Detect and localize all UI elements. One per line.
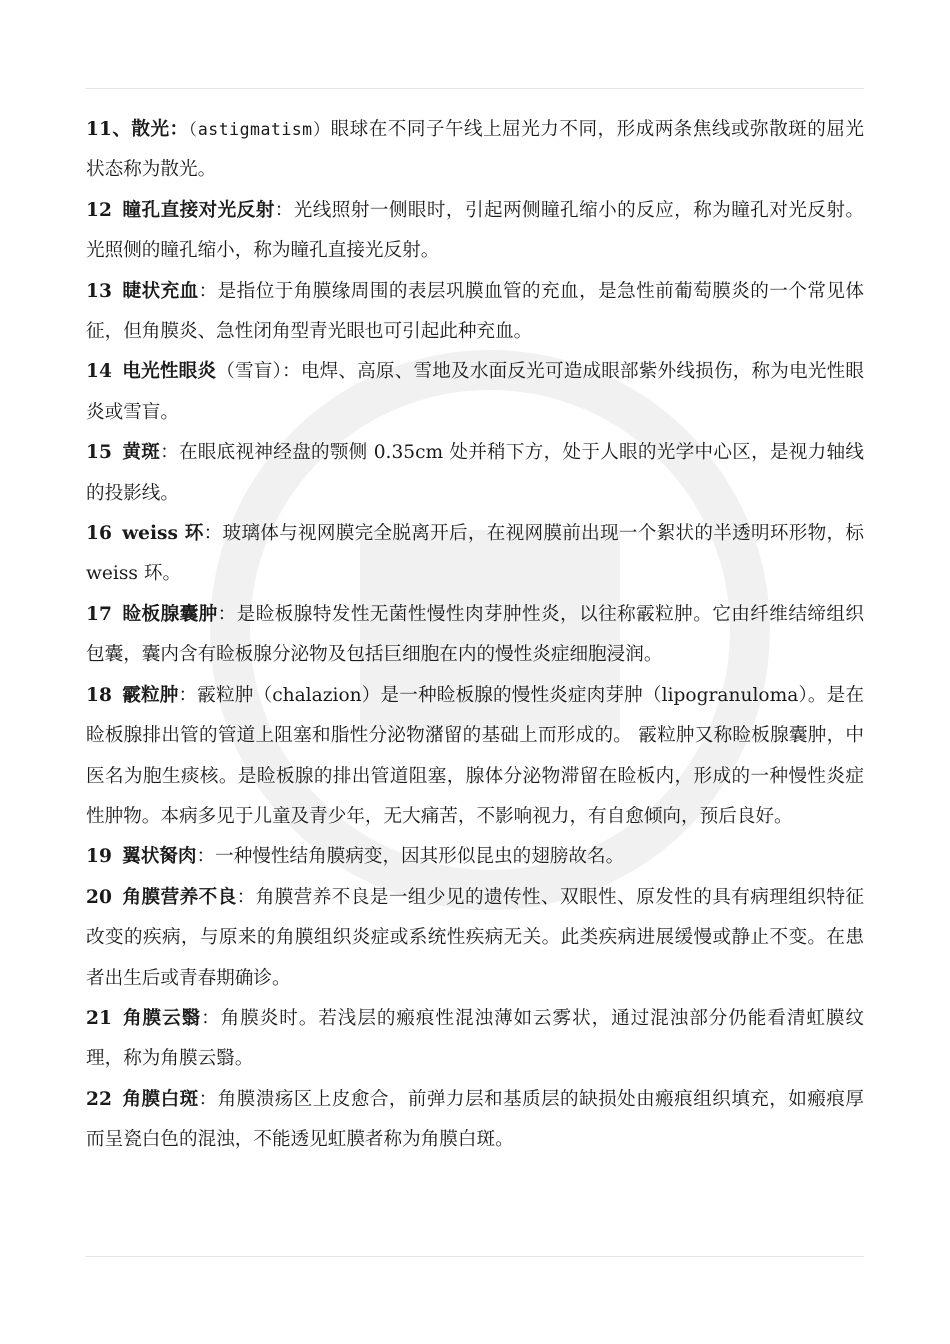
entry-22-term: 角膜白斑	[122, 1088, 199, 1110]
entry-19-sep: ：	[196, 846, 216, 868]
entry-11-term: 散光：	[131, 119, 189, 140]
entry-17-number: 17	[86, 603, 112, 625]
entry-17	[86, 595, 864, 676]
entry-12-term: 瞳孔直接对光反射	[122, 199, 275, 221]
entry-11	[86, 110, 864, 191]
entry-12-number: 12	[86, 199, 112, 221]
entry-19-term: 翼状胬肉	[122, 846, 197, 868]
entry-22-number: 22	[86, 1088, 112, 1110]
entry-19-number: 19	[86, 846, 112, 868]
entry-18-term: 霰粒肿	[122, 684, 179, 706]
entry-21-sep: ：	[201, 1007, 221, 1029]
entry-13-body: 是指位于角膜缘周围的表层巩膜血管的充血，是急性前葡萄膜炎的一个常见体征，但角膜炎、急性闭角型青光眼也可引起此种充血。	[86, 280, 864, 343]
entry-11-body: 眼球在不同子午线上屈光力不同，形成两条焦线或弥散斑的屈光状态称为散光。	[86, 119, 864, 181]
entry-20-number: 20	[86, 886, 112, 908]
entry-17-body: 是睑板腺特发性无菌性慢性肉芽肿性炎，以往称霰粒肿。它由纤维结缔组织包囊，囊内含有睑板腺分泌物及包括巨细胞在内的慢性炎症细胞浸润。	[86, 603, 864, 666]
entry-15-term: 黄斑	[122, 442, 161, 464]
entry-13-number: 13	[86, 280, 112, 302]
entry-12-body: 光线照射一侧眼时，引起两侧瞳孔缩小的反应，称为瞳孔对光反射。光照侧的瞳孔缩小，称为瞳孔直接光反射。	[86, 199, 864, 262]
entry-13	[86, 272, 864, 353]
entry-14-number: 14	[86, 361, 112, 383]
entry-14	[86, 352, 864, 433]
entry-16-body: 玻璃体与视网膜完全脱离开后，在视网膜前出现一个絮状的半透明环形物，标 weiss 环。	[86, 523, 864, 585]
footer-rule	[86, 1256, 864, 1257]
entry-21-term: 角膜云翳	[122, 1007, 202, 1029]
entry-14-body: 电焊、高原、雪地及水面反光可造成眼部紫外线损伤，称为电光性眼炎或雪盲。	[86, 361, 864, 423]
entry-19	[86, 837, 864, 877]
entry-18-body: 霰粒肿（chalazion）是一种睑板腺的慢性炎症肉芽肿（lipogranuloma）。是在睑板腺排出管的管道上阻塞和脂性分泌物潴留的基础上而形成的。 霰粒肿又称睑板腺囊肿，中医名为胞生痰核。是睑板腺的排出管道阻塞，腺体分泌物滞留在睑板内，形成的一种慢性炎症性肿物。本病多见于儿童及青少年，无大痛苦，不影响视力，有自愈倾向，预后良好。	[86, 684, 864, 827]
entry-18-sep: ：	[178, 684, 198, 706]
entry-18	[86, 676, 864, 838]
entry-15-body: 在眼底视神经盘的颚侧 0.35cm 处并稍下方，处于人眼的光学中心区，是视力轴线的投影线。	[86, 442, 864, 504]
entry-17-sep: ：	[217, 603, 237, 625]
entry-22	[86, 1080, 864, 1161]
entry-22-body: 角膜溃疡区上皮愈合，前弹力层和基质层的缺损处由瘢痕组织填充，如瘢痕厚而呈瓷白色的混浊，不能透见虹膜者称为角膜白斑。	[86, 1088, 864, 1151]
entry-12-sep: ：	[274, 199, 294, 221]
entry-15	[86, 433, 864, 514]
entry-18-number: 18	[86, 684, 112, 706]
document-body	[86, 110, 864, 1161]
entry-20-body: 角膜营养不良是一组少见的遗传性、双眼性、原发性的具有病理组织特征改变的疾病，与原来的角膜组织炎症或系统性疾病无关。此类疾病进展缓慢或静止不变。在患者出生后或青春期确诊。	[86, 886, 864, 989]
entry-21	[86, 999, 864, 1080]
entry-22-sep: ：	[198, 1088, 218, 1110]
entry-17-term: 睑板腺囊肿	[122, 603, 218, 625]
entry-16-number: 16	[86, 523, 112, 545]
entry-20-term: 角膜营养不良	[122, 886, 237, 908]
entry-20	[86, 878, 864, 999]
entry-21-body: 角膜炎时。若浅层的瘢痕性混浊薄如云雾状，通过混浊部分仍能看清虹膜纹理，称为角膜云翳。	[86, 1007, 864, 1070]
entry-16-term: weiss 环	[122, 523, 204, 545]
entry-16-sep: ：	[203, 523, 223, 545]
entry-11-number: 11、	[86, 119, 132, 140]
entry-12	[86, 191, 864, 272]
entry-16	[86, 514, 864, 595]
entry-20-sep: ：	[236, 886, 256, 908]
header-rule	[86, 88, 864, 89]
entry-11-latin: （astigmatism）	[188, 120, 331, 139]
entry-21-number: 21	[86, 1007, 112, 1029]
entry-13-sep: ：	[198, 280, 218, 302]
entry-15-number: 15	[86, 442, 112, 464]
entry-15-sep: ：	[160, 442, 179, 464]
entry-13-term: 睫状充血	[122, 280, 199, 302]
entry-14-sep: （雪盲）：	[216, 361, 301, 383]
entry-19-body: 一种慢性结角膜病变，因其形似昆虫的翅膀故名。	[215, 846, 625, 868]
entry-14-term: 电光性眼炎	[122, 361, 217, 383]
